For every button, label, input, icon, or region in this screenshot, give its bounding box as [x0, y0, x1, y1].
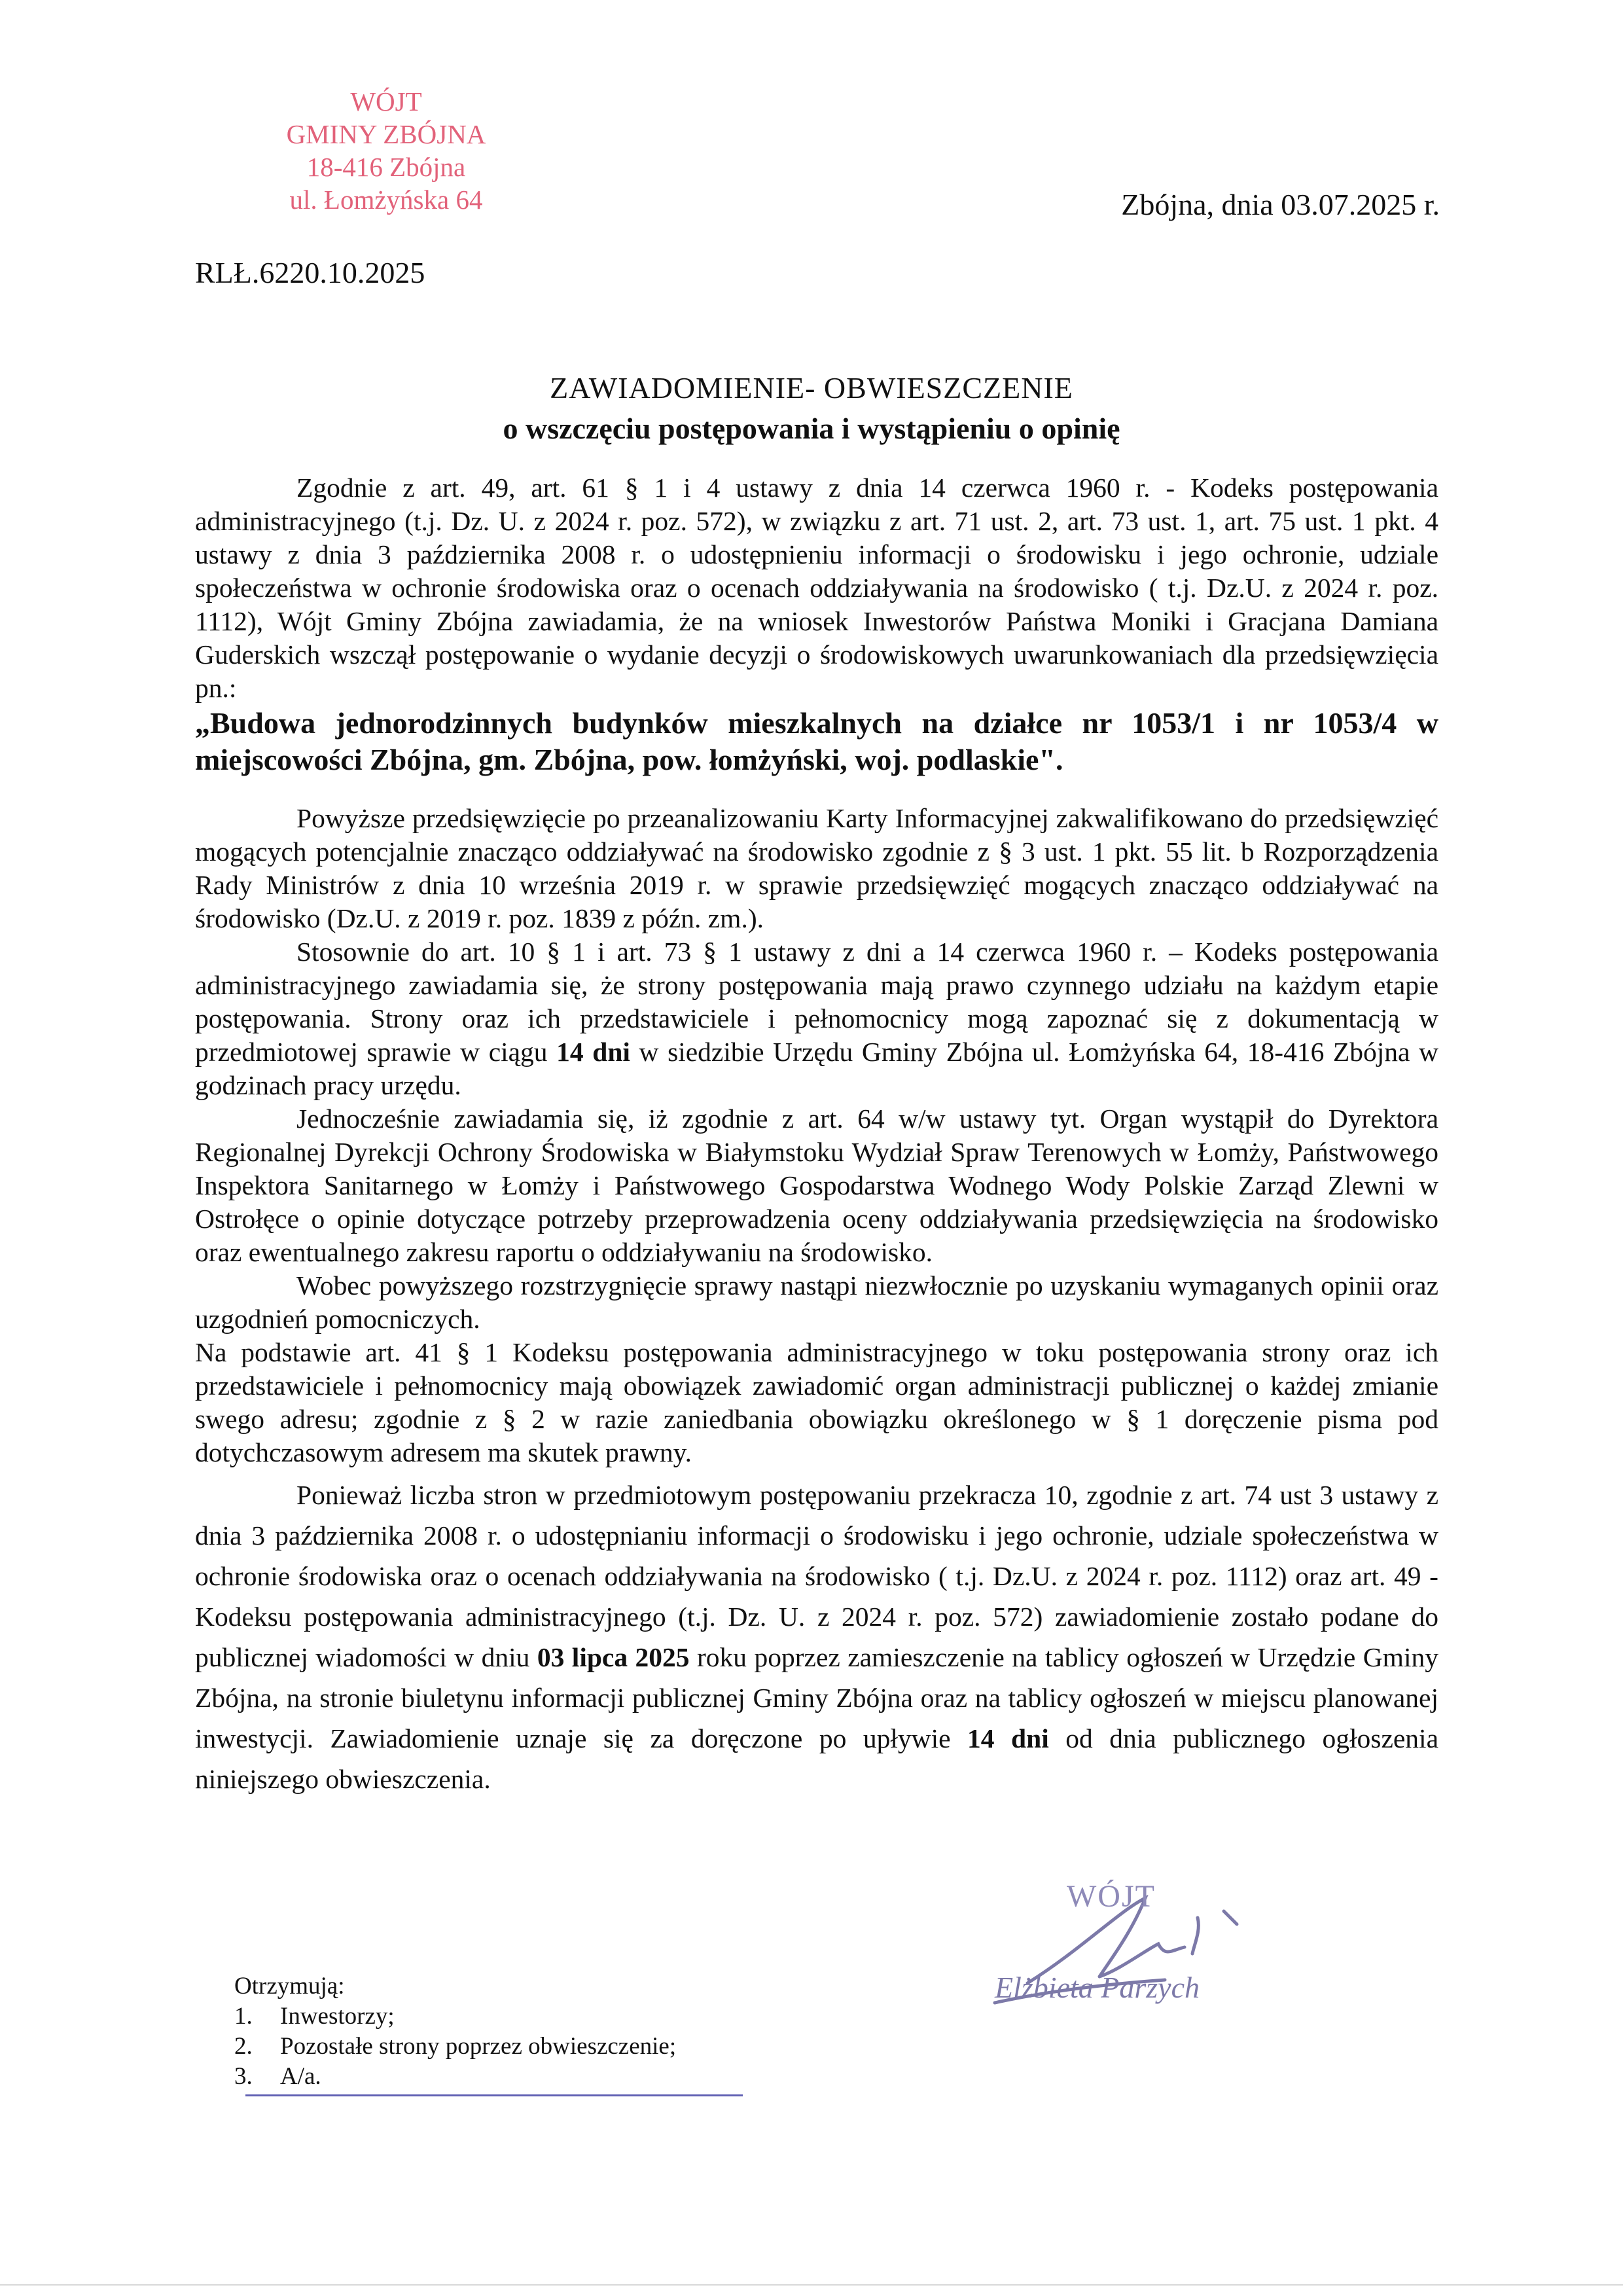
signature-stamp — [949, 1872, 1276, 2016]
paragraph-6: Na podstawie art. 41 § 1 Kodeksu postępowania administracyjnego w toku postępowania strony oraz ich przedstawiciele i pełnomocnicy mają obowiązek zawiadomić organ administracji publicznej o każdej zmianie swego adresu; zgodnie z § 2 w razie zaniedbania obowiązku określonego w § 1 doręczenie pisma pod dotychczasowym adresem ma skutek prawny. — [195, 1337, 1438, 1467]
document-subtitle: o wszczęciu postępowania i wystąpieniu o opinię — [503, 412, 1120, 445]
list-item — [234, 2001, 676, 2032]
paragraph-1: Zgodnie z art. 49, art. 61 § 1 i 4 ustawy z dnia 14 czerwca 1960 r. - Kodeks postępowania administracyjnego (t.j. Dz. U. z 2024 r. poz. 572), w związku z art. 71 ust. 2, art. 73 ust. 1, art. 75 ust. 1 pkt. 4 ustawy z dnia 3 października 2008 r. o udostępnieniu informacji o środowisku i jego ochronie, udziale społeczeństwa w ochronie środowiska oraz o ocenach oddziaływania na środowisko ( t.j. Dz.U. z 2024 r. poz. 1112), Wójt Gminy Zbójna zawiadamia, że na wniosek Inwestorów Państwa Moniki i Gracjana Damiana Guderskich wszczął postępowanie o wydanie decyzji o środowiskowych uwarunkowaniach dla przedsięwzięcia pn.: — [195, 473, 1438, 703]
paragraph-4: Jednocześnie zawiadamia się, iż zgodnie z art. 64 w/w ustawy tyt. Organ wystąpił do Dyrektora Regionalnej Dyrekcji Ochrony Środowiska w Białymstoku Wydział Spraw Terenowych w Łomży, Państwowego Inspektora Sanitarnego w Łomży i Państwowego Gospodarstwa Wodnego Wody Polskie Zarząd Zlewni w Ostrołęce o opinie dotyczące potrzeby przeprowadzenia oceny oddziaływania przedsięwzięcia na środowisko oraz ewentualnego zakresu raportu o oddziaływaniu na środowisko. — [195, 1103, 1438, 1267]
stamp-line-3: 18-416 Zbójna — [306, 152, 466, 182]
stamp-line-4: ul. Łomżyńska 64 — [289, 185, 483, 215]
recipients-heading: Otrzymują: — [234, 1973, 345, 2000]
reference-number: RLŁ.6220.10.2025 — [195, 256, 425, 289]
signature-name: Elżbieta Parzych — [995, 1971, 1200, 2004]
signature-title: WÓJT — [1067, 1879, 1156, 1914]
list-item-number: 2. — [234, 2033, 253, 2060]
list-item-number: 1. — [234, 2003, 253, 2030]
stamp-line-1: WÓJT — [350, 86, 422, 117]
paragraph-7-bold-date: 03 lipca 2025 — [537, 1642, 690, 1672]
paragraph-3-text-a: Stosownie do art. 10 § 1 i art. 73 § 1 ustawy z dni a 14 czerwca 1960 r. – Kodeks postępowania administracyjnego zawiadamia się, że strony postępowania mają prawo czynnego udziału na każdym etapie postępowania. Strony oraz ich przedstawiciele i pełnomocnicy mogą zapoznać się z dokumentacją w przedmiotowej sprawie w ciągu — [195, 937, 1438, 1067]
project-name: „Budowa jednorodzinnych budynków mieszkalnych na działce nr 1053/1 i nr 1053/4 w miejscowości Zbójna, gm. Zbójna, pow. łomżyński, woj. podlaskie". — [195, 706, 1438, 776]
list-item-text: Inwestorzy; — [280, 2003, 395, 2030]
scan-edge-divider — [0, 2284, 1623, 2286]
list-item — [234, 2062, 676, 2092]
list-item-text: Pozostałe strony poprzez obwieszczenie; — [280, 2033, 677, 2060]
document-body — [195, 471, 1438, 1799]
paragraph-7-text-b: roku poprzez zamieszczenie na tablicy ogłoszeń w Urzędzie Gminy Zbójna, na stronie biuletynu informacji publicznej Gminy Zbójna oraz na tablicy ogłoszeń w miejscu planowanej inwestycji. Zawiadomienie uznaje się za doręczone po upływie — [195, 1642, 1438, 1753]
paragraph-3 — [195, 935, 1438, 1102]
stamp-line-2: GMINY ZBÓJNA — [286, 119, 486, 149]
list-item — [234, 2032, 676, 2062]
office-stamp — [255, 85, 517, 216]
handwritten-underline — [245, 2094, 743, 2096]
document-title: ZAWIADOMIENIE- OBWIESZCZENIE — [550, 371, 1073, 404]
recipients-list — [234, 1971, 676, 2092]
paragraph-3-bold: 14 dni — [556, 1037, 630, 1067]
paragraph-3-text-b: w siedzibie Urzędu Gminy Zbójna ul. Łomżyńska 64, 18-416 Zbójna w godzinach pracy urzędu. — [195, 1037, 1438, 1100]
list-item-text: A/a. — [280, 2063, 321, 2090]
paragraph-7-text-a: Ponieważ liczba stron w przedmiotowym postępowaniu przekracza 10, zgodnie z art. 74 ust 3 ustawy z dnia 3 października 2008 r. o udostępnianiu informacji o środowisku i jego ochronie, udziale społeczeństwa w ochronie środowiska oraz o ocenach oddziaływania na środowisko ( t.j. Dz.U. z 2024 r. poz. 1112) oraz art. 49 - Kodeksu postępowania administracyjnego (t.j. Dz. U. z 2024 r. poz. 572) zawiadomienie zostało podane do publicznej wiadomości w dniu — [195, 1480, 1438, 1672]
paragraph-7-text-c: od dnia publicznego ogłoszenia niniejszego obwieszczenia. — [195, 1723, 1438, 1794]
paragraph-7-bold-days: 14 dni — [967, 1723, 1049, 1753]
list-item-number: 3. — [234, 2063, 253, 2090]
paragraph-7 — [195, 1475, 1438, 1799]
document-date: Zbójna, dnia 03.07.2025 r. — [1121, 188, 1440, 221]
paragraph-2: Powyższe przedsięwzięcie po przeanalizowaniu Karty Informacyjnej zakwalifikowano do przedsięwzięć mogących potencjalnie znacząco oddziaływać na środowisko zgodnie z § 3 ust. 1 pkt. 55 lit. b Rozporządzenia Rady Ministrów z dnia 10 września 2019 r. w sprawie przedsięwzięć mogących znacząco oddziaływać na środowisko (Dz.U. z 2019 r. poz. 1839 z późn. zm.). — [195, 803, 1438, 933]
paragraph-5: Wobec powyższego rozstrzygnięcie sprawy nastąpi niezwłocznie po uzyskaniu wymaganych opinii oraz uzgodnień pomocniczych. — [195, 1270, 1438, 1334]
